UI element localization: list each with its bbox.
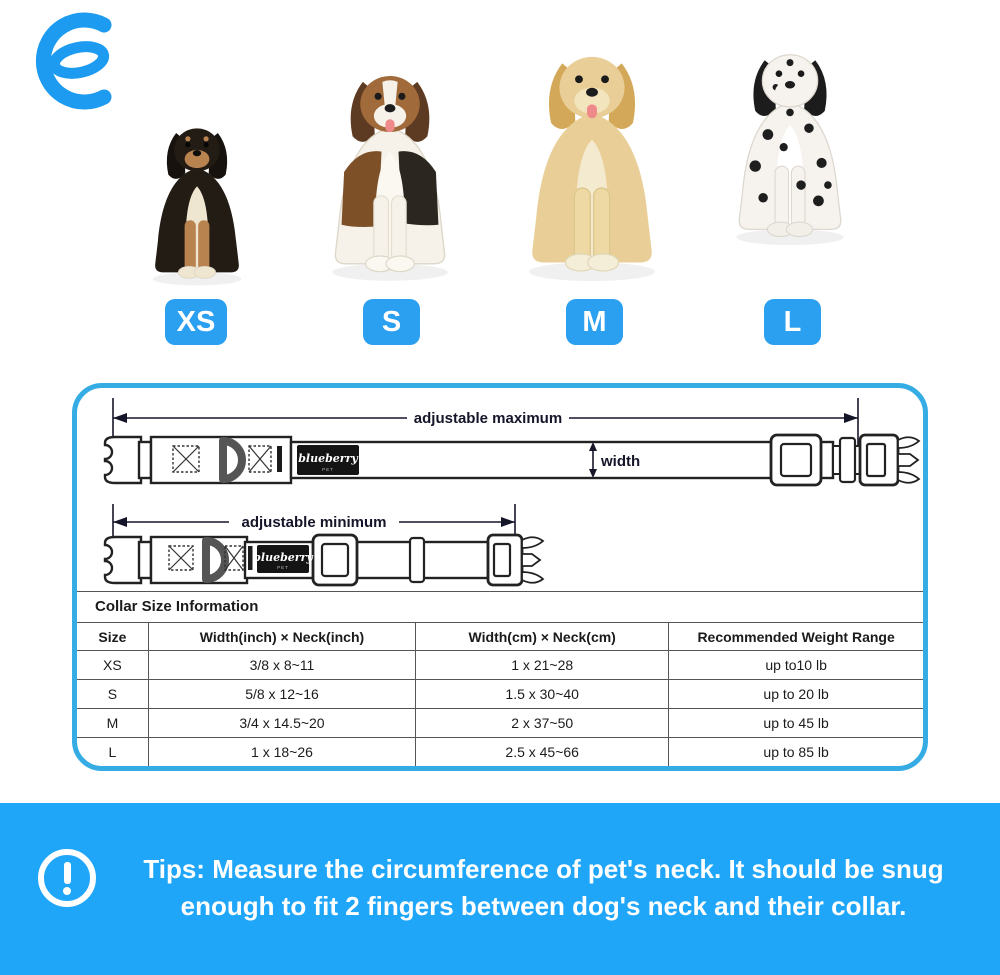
table-title: Collar Size Information — [77, 591, 923, 623]
blueberry-brand-sublabel: PET — [277, 565, 289, 570]
cell-width-cm: 2.5 x 45~66 — [416, 738, 669, 767]
tips-banner — [0, 803, 1000, 975]
blueberry-brand-label: blueberry — [298, 452, 358, 465]
header-width-cm: Width(cm) × Neck(cm) — [416, 623, 669, 651]
table-row-xs — [77, 651, 923, 680]
tips-line-1: Tips: Measure the circumference of pet's neck. It should be snug — [143, 854, 944, 884]
size-badge-m[interactable]: M — [566, 299, 623, 345]
collar-size-table — [77, 623, 923, 766]
header-size: Size — [77, 623, 148, 651]
cell-size: L — [108, 744, 117, 760]
header-weight-range: Recommended Weight Range — [669, 623, 923, 651]
exclamation-circle-icon — [38, 849, 96, 907]
adjustable-maximum-label: adjustable maximum — [413, 410, 563, 427]
collar-minimum-drawing — [105, 535, 543, 585]
dog-photo-s-beagle — [305, 56, 475, 288]
size-badge-xs[interactable]: XS — [165, 299, 227, 345]
cell-width-cm: 2 x 37~50 — [416, 709, 669, 738]
tips-text — [105, 851, 982, 925]
cell-width-cm: 1.5 x 30~40 — [416, 680, 669, 709]
size-badge-l[interactable]: L — [764, 299, 821, 345]
dog-photo-m-golden-retriever — [499, 36, 685, 288]
width-label: width — [601, 453, 641, 470]
cell-weight: up to 45 lb — [669, 709, 923, 738]
dog-photo-xs-puppy — [128, 116, 266, 288]
collar-diagram — [77, 388, 923, 591]
cell-weight: up to 85 lb — [669, 738, 923, 767]
size-badge-s[interactable]: S — [363, 299, 420, 345]
table-row-s — [77, 680, 923, 709]
cell-width-inch: 1 x 18~26 — [148, 738, 415, 767]
cell-size: M — [77, 709, 148, 738]
blueberry-brand-label: blueberry — [253, 551, 313, 564]
header-width-inch: Width(inch) × Neck(inch) — [148, 623, 415, 651]
cell-width-inch: 3/8 x 8~11 — [148, 651, 415, 680]
brand-e-logo-icon — [26, 10, 126, 112]
table-row-m — [77, 709, 923, 738]
cell-weight: up to10 lb — [669, 651, 923, 680]
cell-width-inch: 5/8 x 12~16 — [148, 680, 415, 709]
dog-photo-l-dalmatian — [711, 0, 869, 288]
cell-size: S — [77, 680, 148, 709]
table-header-row — [77, 623, 923, 651]
cell-width-inch: 3/4 x 14.5~20 — [148, 709, 415, 738]
cell-size: XS — [77, 651, 148, 680]
blueberry-brand-sublabel: PET — [322, 467, 334, 472]
adjustable-minimum-label: adjustable minimum — [241, 514, 387, 531]
cell-weight: up to 20 lb — [669, 680, 923, 709]
cell-width-cm: 1 x 21~28 — [416, 651, 669, 680]
table-row-l — [77, 738, 923, 767]
collar-info-panel — [72, 383, 928, 771]
tips-line-2: enough to fit 2 fingers between dog's neck and their collar. — [180, 891, 907, 921]
